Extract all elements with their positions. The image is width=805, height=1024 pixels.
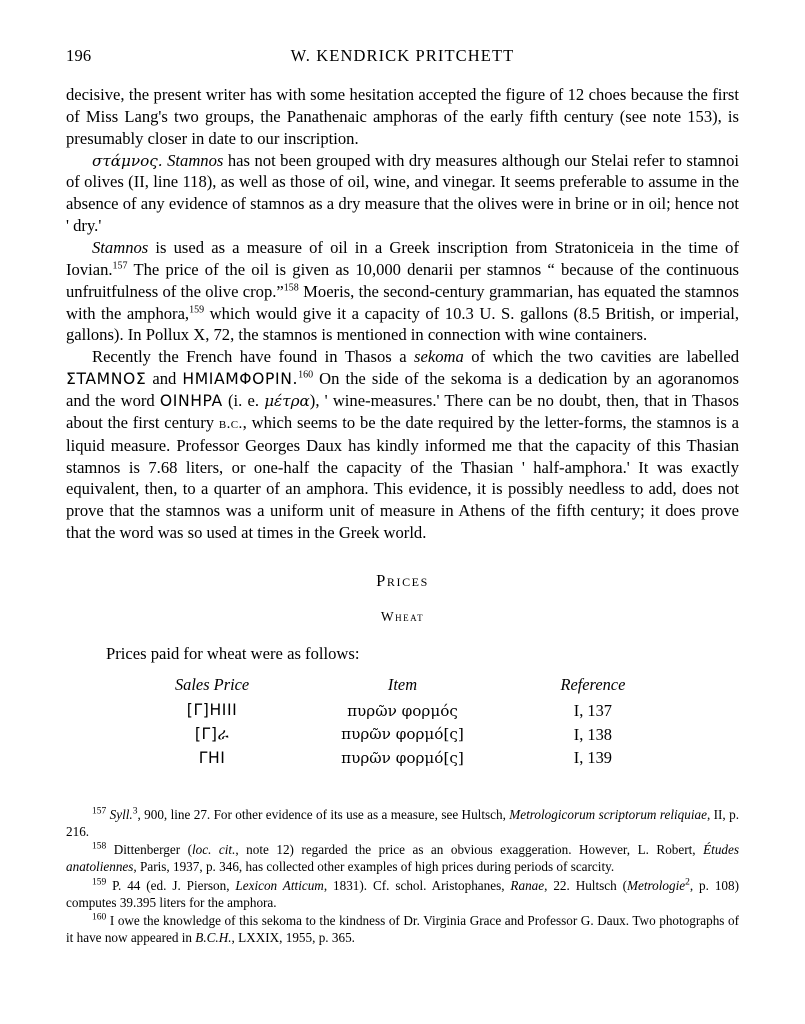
footnote-text: 3 [132,806,138,817]
footnote-text: Metrologicorum scriptorum reliquiae [509,807,707,822]
page-header [66,46,739,68]
footnote-marker: 159 [92,877,107,888]
footnote-marker: 157 [92,806,107,817]
footnote-text: , p. 108) computes 39.395 liters for the amphora. [66,877,740,910]
footnote-text: B.C.H. [195,930,232,946]
footnote-text: , II, p. 216. [66,807,739,840]
footnote-ref-157[interactable]: 157 [112,260,128,272]
article-body [66,84,739,770]
footnote-157 [66,806,739,840]
paragraph-4-text-c: and [152,369,177,389]
column-header-item: Item [387,675,418,695]
cell-reference: I, 137 [573,700,613,720]
footnote-text: , Paris, 1937, p. 346, has collected other examples of high prices during periods of scarcity. [133,859,615,875]
column-header-sales-price: Sales Price [174,675,250,695]
paragraph-3-text-a: is used as a measure of oil in a Greek inscription from Stratoniceia in the time of Iovian. [66,238,739,279]
paragraph-1: decisive, the present writer has with some hesitation accepted the figure of 12 choes because the first of Miss Lang's two groups, the Panathenaic amphoras of the early fifth century (see note 153), is presumably closer in date to our inscription. [66,85,739,148]
cell-sales-price: ΓHI [198,748,226,767]
table-header-row [123,673,683,699]
paragraph-3-text-d: which would give it a capacity of 10.3 U. S. gallons (8.5 British, or imperial, gallons). In Pollux X, 72, the stamnos is mentioned in connection with wine containers. [66,303,739,345]
footnote-ref-158[interactable]: 158 [283,282,299,294]
cell-item: πυρῶν φορμός [347,701,458,720]
small-caps-bc: b.c. [218,415,243,432]
column-header-reference: Reference [560,675,626,695]
footnote-text: , 900, line 27. For other evidence of its use as a measure, see Hultsch, [137,807,510,822]
paragraph-4-text-b: of which the two cavities are labelled [471,347,740,367]
footnote-text: Metrologie [627,877,686,893]
cell-item: πυρῶν φορμό[ς] [341,748,464,767]
footnote-text: Études anatoliennes [66,842,739,875]
footnote-159 [66,877,739,911]
footnote-text: , 1831). Cf. schol. Aristophanes, [323,877,511,893]
inscription-stamnos: ΣTAMNOΣ [66,370,147,389]
paragraph-2 [66,150,739,237]
paragraph-4-text-f: ), ' wine-measures.' There can be no doubt, then, that in Thasos about the first century [66,391,739,432]
greek-term-stamnos: στάμνος. [92,151,163,170]
footnote-160 [66,912,739,946]
italic-sekoma: sekoma [414,347,464,367]
footnote-text: P. 44 (ed. J. Pierson, [112,877,236,893]
footnote-text: I owe the knowledge of this sekoma to the kindness of Dr. Virginia Grace and Professor G. Daux. Two photographs of it have now appeared in [66,912,740,946]
paragraph-3-text-c: Moeris, the second-century grammarian, has equated the stamnos with the amphora, [66,281,739,323]
footnotes-section [66,806,739,947]
inscription-hemiamphorin: HMIAMΦOPIN. [182,370,299,389]
cell-item: πυρῶν φορμό[ς] [341,725,464,744]
prices-table [123,673,683,769]
table-row [123,699,683,723]
cell-sales-price: [Γ]HIII [186,701,238,720]
footnote-158 [66,841,739,875]
section-subtitle-wheat: Wheat [380,608,425,624]
prices-lead-text: Prices paid for wheat were as follows: [106,644,360,664]
footnote-text: , LXXIX, 1955, p. 365. [231,930,355,946]
paragraph-4-text-e: (i. e. [228,391,259,411]
cell-reference: I, 138 [573,724,613,744]
italic-stamnos-2: Stamnos [92,238,149,258]
section-title-prices: Prices [376,570,429,590]
paragraph-4-text-a: Recently the French have found in Thasos a [92,347,407,367]
page-number: 196 [66,46,92,65]
footnote-marker: 158 [92,841,107,852]
footnote-text: , 22. Hultsch ( [544,877,627,893]
footnote-ref-159[interactable]: 159 [189,304,205,316]
footnote-text: Lexicon Atticum [235,877,324,893]
cell-reference: I, 139 [573,748,613,768]
footnote-text: Dittenberger ( [113,842,193,858]
table-row [123,723,683,747]
footnote-text: Ranae [510,877,545,893]
greek-term-metra: μέτρα [264,392,310,411]
paragraph-3 [66,237,739,346]
table-row [123,746,683,770]
paragraph-4-text-d: On the side of the sekoma is a dedication by an agoranomos and the word [66,369,739,411]
footnote-text: Syll. [109,807,133,822]
footnote-text: loc. cit. [192,842,236,858]
footnote-text: , note 12) regarded the price as an obvious exaggeration. However, L. Robert, [235,842,704,858]
paragraph-4 [66,346,739,544]
running-head: W. KENDRICK PRITCHETT [290,46,515,65]
footnote-ref-160[interactable]: 160 [298,369,314,381]
footnote-text: 2 [685,877,690,888]
cell-sales-price: [Γ]ራ [194,725,230,744]
paragraph-4-text-g: , which seems to be the date required by the letter-forms, the stamnos is a liquid measure. Professor Georges Daux has kindly informed me that the capacity of this Thasian stamnos is 7.68 liters, or one-half the capacity of the Thasian ' half-amphora.' It was exactly equivalent, then, to a quarter of an amphora. This evidence, it is possibly needless to add, does not prove that the stamnos was a uniform unit of measure in Athens of the fifth century; it does prove that the word was so used at times in the Greek world. [66,412,740,543]
paragraph-2-text: has not been grouped with dry measures although our Stelai refer to stamnoi of olives (II, line 118), as well as those of oil, wine, and vinegar. It seems preferable to assume in the absence of any evidence of stamnos as a dry measure that the olives were in brine or in oil; hence not ' dry.' [66,150,739,236]
paragraph-3-text-b: The price of the oil is given as 10,000 denarii per stamnos “ because of the continuous unfruitfulness of the olive crop.” [66,259,739,301]
italic-stamnos: Stamnos [167,150,224,170]
inscription-oinera: OINHPA [159,392,223,411]
footnote-marker: 160 [92,912,107,923]
